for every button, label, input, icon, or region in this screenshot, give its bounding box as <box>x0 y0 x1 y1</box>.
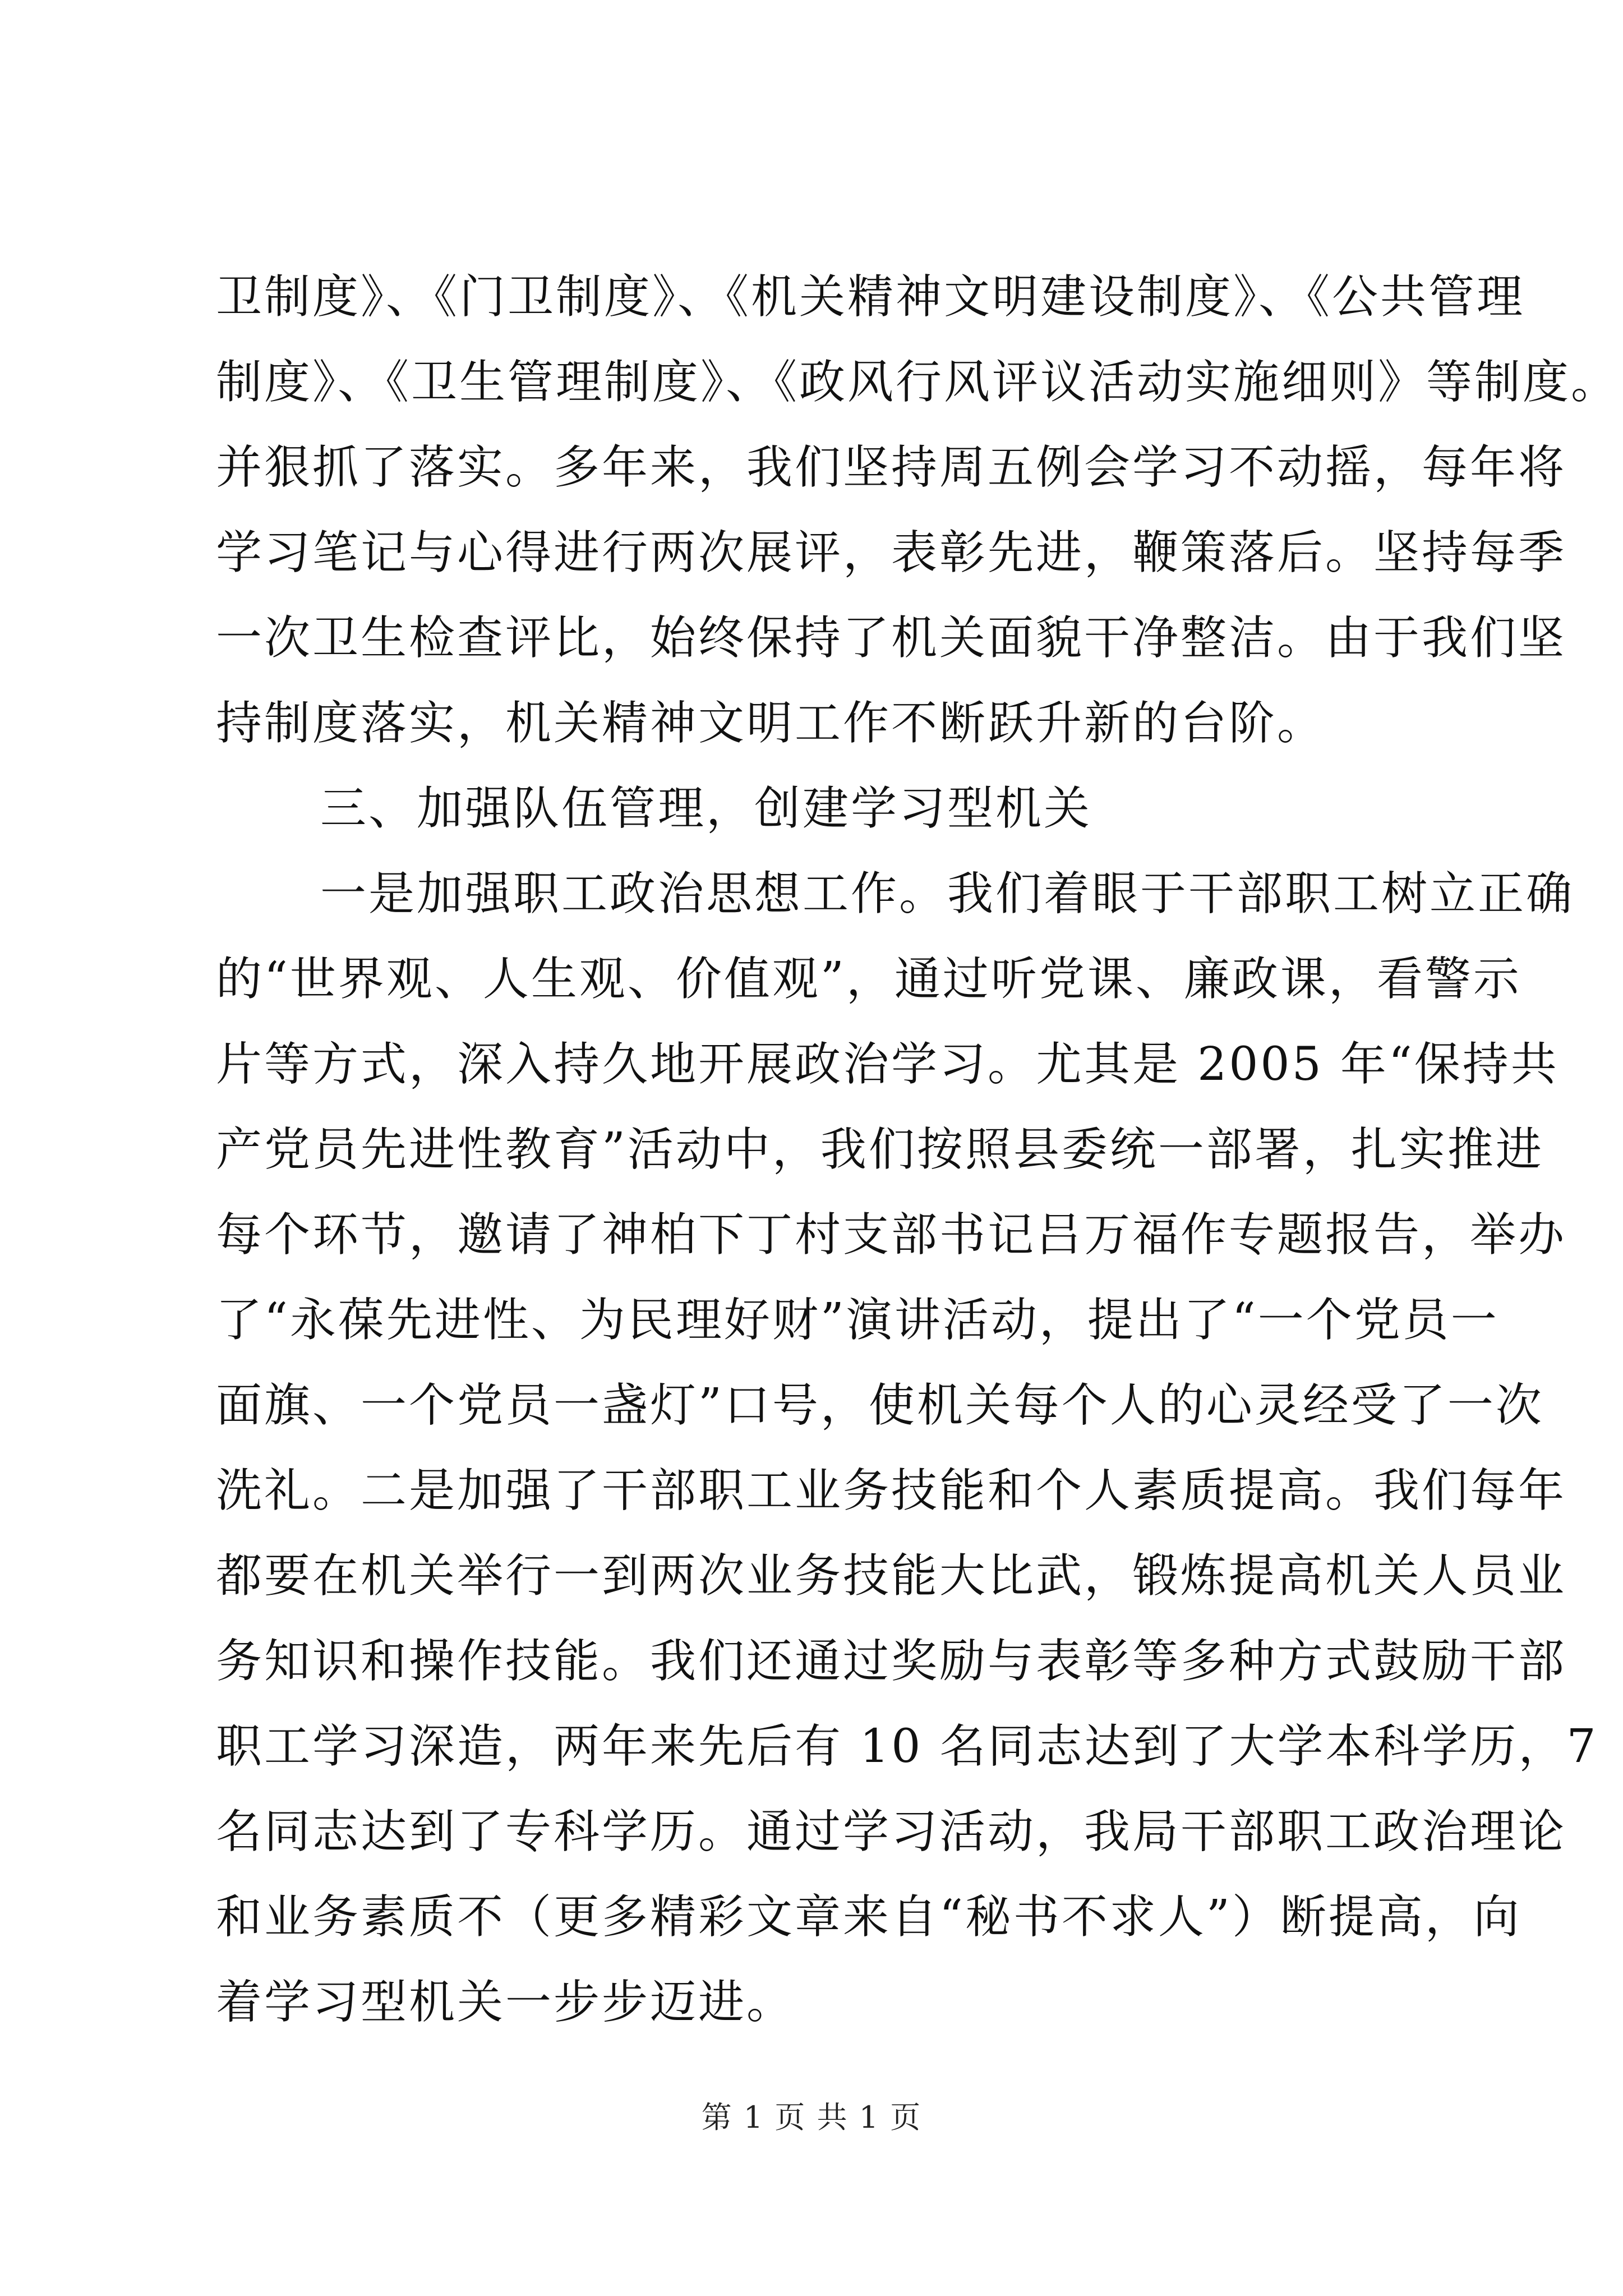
text-line: 卫制度》、《门卫制度》、《机关精神文明建设制度》、《公共管理 <box>216 270 1525 324</box>
text-line: 职工学习深造，两年来先后有 10 名同志达到了大学本科学历，7 <box>216 1720 1598 1773</box>
text-line: 一是加强职工政治思想工作。我们着眼于干部职工树立正确 <box>320 867 1575 921</box>
text-line: 每个环节，邀请了神柏下丁村支部书记吕万福作专题报告，举办 <box>216 1208 1567 1262</box>
text-line: 制度》、《卫生管理制度》、《政风行风评议活动实施细则》等制度。 <box>216 356 1620 409</box>
text-line: 持制度落实，机关精神文明工作不断跃升新的台阶。 <box>216 697 1326 750</box>
text-line: 片等方式，深入持久地开展政治学习。尤其是 2005 年“保持共 <box>216 1038 1559 1091</box>
text-line: 着学习型机关一步步迈进。 <box>216 1976 795 2029</box>
text-line: 产党员先进性教育”活动中，我们按照县委统一部署，扎实推进 <box>216 1123 1544 1176</box>
text-line: 名同志达到了专科学历。通过学习活动，我局干部职工政治理论 <box>216 1805 1567 1858</box>
text-line: 都要在机关举行一到两次业务技能大比武，锻炼提高机关人员业 <box>216 1549 1567 1603</box>
text-line: 一次卫生检查评比，始终保持了机关面貌干净整洁。由于我们坚 <box>216 611 1567 665</box>
text-line: 的“世界观、人生观、价值观”，通过听党课、廉政课，看警示 <box>216 953 1521 1006</box>
text-line: 并狠抓了落实。多年来，我们坚持周五例会学习不动摇，每年将 <box>216 441 1567 494</box>
text-line: 学习笔记与心得进行两次展评，表彰先进，鞭策落后。坚持每季 <box>216 526 1567 579</box>
section-heading: 三、加强队伍管理，创建学习型机关 <box>320 782 1092 835</box>
text-line: 和业务素质不（更多精彩文章来自“秘书不求人”）断提高，向 <box>216 1890 1521 1944</box>
text-line: 面旗、一个党员一盏灯”口号，使机关每个人的心灵经受了一次 <box>216 1379 1544 1432</box>
text-line: 务知识和操作技能。我们还通过奖励与表彰等多种方式鼓励干部 <box>216 1635 1567 1688</box>
text-line: 了“永葆先进性、为民理好财”演讲活动，提出了“一个党员一 <box>216 1294 1499 1347</box>
page-number-footer: 第 1 页 共 1 页 <box>701 2100 922 2135</box>
text-line: 洗礼。二是加强了干部职工业务技能和个人素质提高。我们每年 <box>216 1464 1567 1517</box>
